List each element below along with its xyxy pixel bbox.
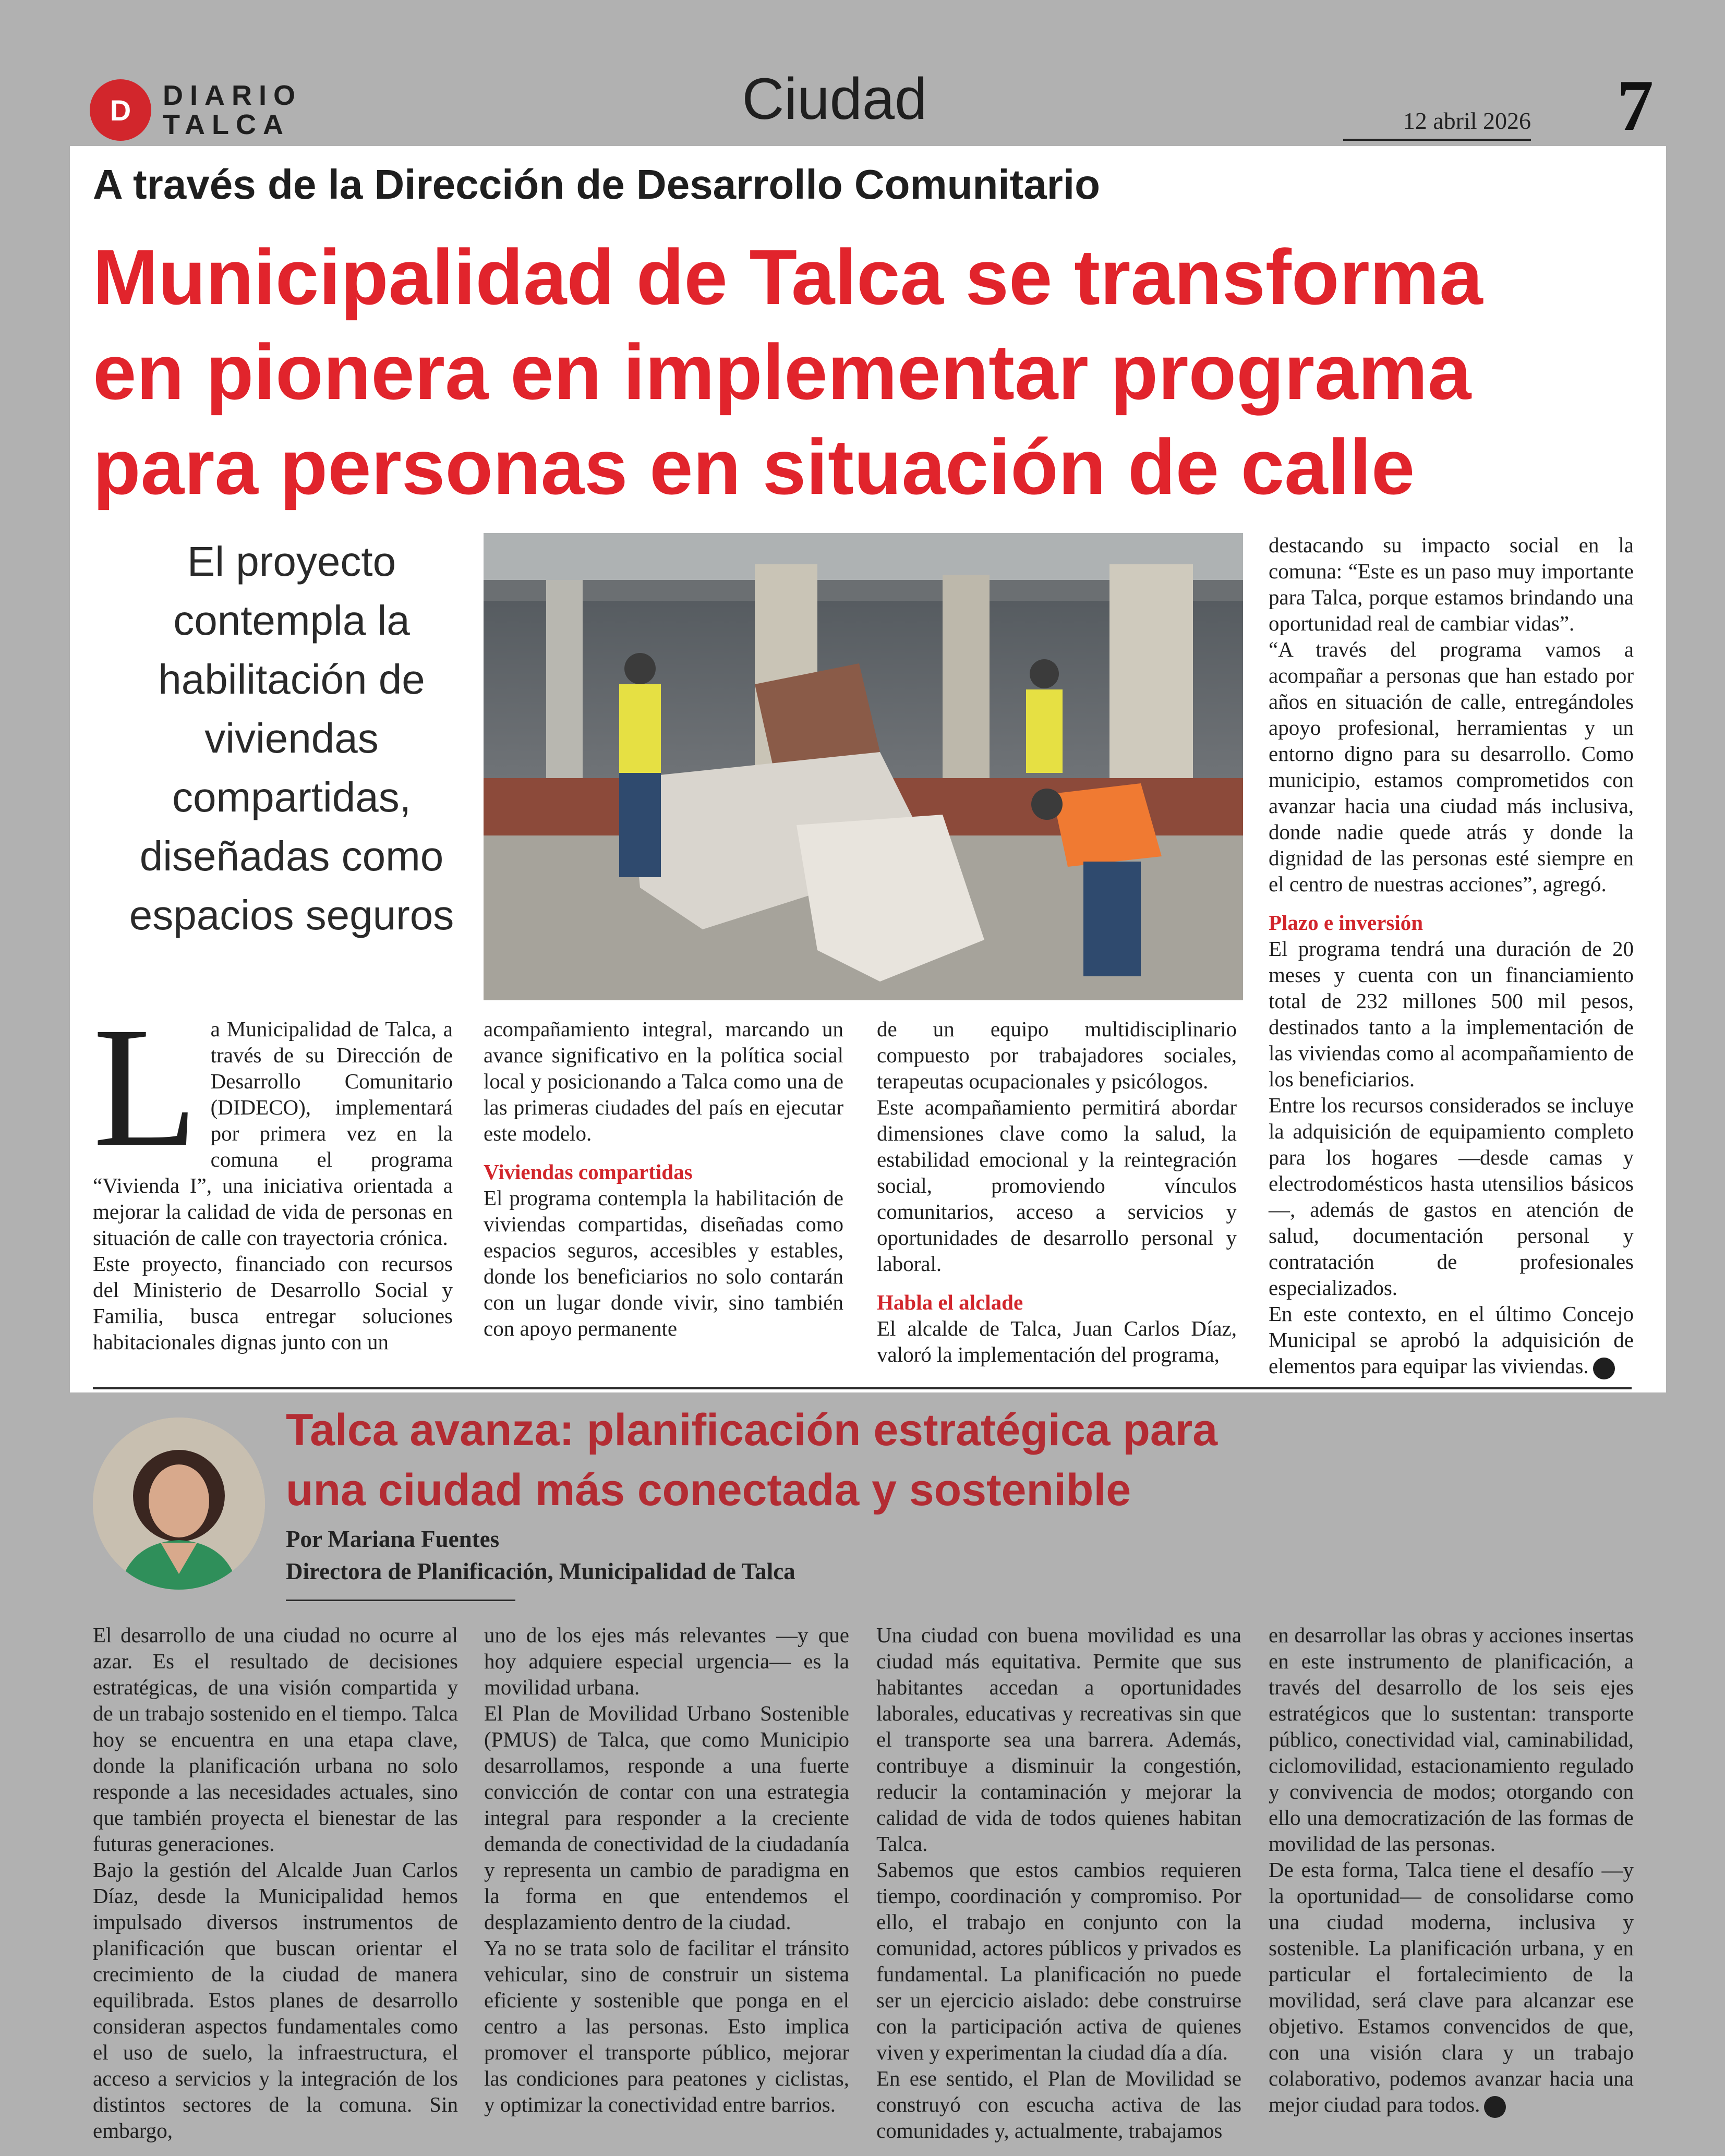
column-paragraph: El programa contempla la habilitación de viviendas compartidas, diseñadas como espacios seguros, accesibles y estables, donde los beneficiarios no solo contarán con un lugar donde vivir, sino también con apoyo permanente [484,1186,843,1340]
paragraph-text: De esta forma, Talca tiene el desafío —y la oportunidad— de consolidarse como una ciudad moderna, inclusiva y sostenible. La planificación urbana, y en particular el fortalecimiento de la movilidad, será clave para alcanzar ese objetivo. Estamos convencidos de que, con una visión clara y un trabajo colaborativo, podemos avanzar hacia una mejor ciudad para todos. [1269,1858,1634,2116]
opinion-title: Talca avanza: planificación estratégica para una ciudad más conectada y sostenible [286,1405,1218,1515]
diario-talca-logo [90,79,302,141]
column-paragraph: en desarrollar las obras y acciones insertas en este instrumento de planificación, a través del desarrollo de los seis ejes estratégicos que lo sustentan: transporte público, conectividad vial, caminabilidad, ciclomovilidad, estacionamiento regulado y convivencia de modos; otorgando con ello una democratización de las formas de movilidad de las personas. [1269,1623,1634,1856]
column-paragraph: Este acompañamiento permitirá abordar dimensiones clave como la salud, la estabilidad emocional y la reintegración social, promoviendo vínculos comunitarios, acceso a servicios y oportunidades de desarrollo personal y laboral. [877,1095,1237,1276]
article-column-4 [1269,532,1634,1379]
opinion-column-3 [876,1622,1241,2143]
column-paragraph: El desarrollo de una ciudad no ocurre al azar. Es el resultado de decisiones estratégicas, de una visión compartida y de un trabajo sostenido en el tiempo. Talca hoy se encuentra en una etapa clave, donde la planificación urbana no solo responde a las necesidades actuales, sino que también proyecta el bienestar de las futuras generaciones. [93,1623,459,1856]
section-divider [93,1387,1632,1389]
byline-rule [286,1600,515,1601]
article-column-3 [877,1016,1237,1367]
column-paragraph: Una ciudad con buena movilidad es una ciudad más equitativa. Permite que sus habitantes accedan a oportunidades laborales, educativas y recreativas sin que el transporte sea una barrera. Además, contribuye a disminuir la congestión, reducir la contaminación y mejorar la calidad de vida de todos quienes habitan Talca. [876,1623,1241,1856]
article-kicker: A través de la Dirección de Desarrollo Comunitario [93,161,1100,208]
column-paragraph: Bajo la gestión del Alcalde Juan Carlos Díaz, desde la Municipalidad hemos impulsado diversos instrumentos de planificación que buscan orientar el crecimiento de la ciudad de manera equilibrada. Estos planes de desarrollo consideran aspectos fundamentales como el uso de suelo, la infraestructura, el acceso a servicios y la integración de los distintos sectores de la comuna. Sin embargo, [93,1858,458,2142]
column-paragraph [93,992,453,1251]
page-number: 7 [1617,65,1654,146]
author-avatar [93,1418,265,1590]
author-role: Directora de Planificación, Municipalidad de Talca [286,1558,795,1584]
subheading-viviendas: Viviendas compartidas [484,1160,693,1184]
column-paragraph: En ese sentido, el Plan de Movilidad se construyó con escucha activa de las comunidades y, actualmente, trabajamos [876,2066,1241,2142]
article-photo [484,533,1243,1000]
logo-line-2: TALCA [163,109,290,140]
end-of-article-icon [1593,1358,1615,1379]
author-portrait [93,1418,265,1590]
opinion-byline [286,1523,795,1588]
subheading-plazo: Plazo e inversión [1269,911,1424,935]
main-article [70,146,1666,1392]
column-paragraph: El Plan de Movilidad Urbano Sostenible (PMUS) de Talca, que como Municipio desarrollamos, responde a una fuerte convicción de contar con una estrategia integral para responder a la creciente demanda de conectividad de la ciudadanía y representa un cambio de paradigma en la forma en que entendemos el desplazamiento dentro de la ciudad. [484,1701,849,1934]
article-headline: Municipalidad de Talca se transforma en pionera en implementar programa para personas en situación de calle [93,233,1483,511]
column-paragraph: El alcalde de Talca, Juan Carlos Díaz, valoró la implementación del programa, [877,1316,1237,1366]
opinion-column-4 [1269,1622,1634,2118]
section-name: Ciudad [742,66,927,131]
end-of-article-icon [1484,2096,1506,2118]
opinion-column-2 [484,1622,849,2117]
column-paragraph: destacando su impacto social en la comuna: “Este es un paso muy importante para Talca, porque estamos brindando una oportunidad real de cambiar vidas”. [1269,533,1634,635]
column-paragraph: uno de los ejes más relevantes —y que hoy adquiere especial urgencia— es la movilidad urbana. [484,1623,849,1699]
logo-wordmark [163,81,302,139]
paragraph-text: a Municipalidad de Talca, a través de su Dirección de Desarrollo Comunitario (DIDECO), implementará por primera vez en la comuna el programa “Vivienda I”, una iniciativa orientada a mejorar la calidad de vida de personas en situación de calle con trayectoria crónica. [93,1017,453,1250]
article-column-1 [93,992,453,1355]
subheading-alcalde: Habla el alclade [877,1290,1023,1314]
column-paragraph: acompañamiento integral, marcando un avance significativo en la política social local y posicionando a Talca como una de las primeras ciudades del país en ejecutar este modelo. [484,1017,843,1145]
author-name: Por Mariana Fuentes [286,1526,500,1552]
column-paragraph: Sabemos que estos cambios requieren tiempo, coordinación y compromiso. Por ello, el trabajo en conjunto con la comunidad, actores públicos y privados es fundamental. La planificación no puede ser un ejercicio aislado: debe construirse con la participación activa de quienes viven y experimentan la ciudad día a día. [876,1858,1241,2064]
article-column-2 [484,1016,843,1341]
issue-date: 12 abril 2026 [1343,107,1531,141]
column-paragraph: “A través del programa vamos a acompañar a personas que han estado por años en situación de calle, entregándoles apoyo profesional, herramientas y un entorno digno para su desarrollo. Como municipio, estamos comprometidos con avanzar hacia una ciudad más inclusiva, donde nadie quede atrás y donde la dignidad de las personas esté siempre en el centro de nuestras acciones”, agregó. [1269,637,1634,896]
column-paragraph: Entre los recursos considerados se incluye la adquisición de equipamiento completo para los hogares —desde camas y electrodomésticos hasta utensilios básicos—, además de gastos en atención de salud, documentación personal y contratación de profesionales especializados. [1269,1093,1634,1300]
column-paragraph: Ya no se trata solo de facilitar el tránsito vehicular, sino de construir un sistema eficiente y sostenible que ponga en el centro a las personas. Esto implica promover el transporte público, mejorar las condiciones para peatones y ciclistas, y optimizar la conectividad entre barrios. [484,1936,849,2116]
column-paragraph [1269,1301,1634,1379]
opinion-column-1 [93,1622,458,2143]
logo-line-1: DIARIO [163,80,302,111]
drop-cap: L [93,992,198,1182]
column-paragraph: El programa tendrá una duración de 20 meses y cuenta con un financiamiento total de 232 millones 500 mil pesos, destinados tanto a la implementación de las viviendas como al acompañamiento de los beneficiarios. [1269,937,1634,1091]
photo-illustration [484,533,1243,1000]
column-paragraph: de un equipo multidisciplinario compuesto por trabajadores sociales, terapeutas ocupacionales y psicólogos. [877,1017,1237,1093]
column-paragraph [1269,1857,1634,2118]
pull-quote: El proyecto contempla la habilitación de viviendas compartidas, diseñadas como espacios seguros [129,538,454,938]
paragraph-text: En este contexto, en el último Concejo Municipal se aprobó la adquisición de elementos para equipar las viviendas. [1269,1302,1634,1378]
column-paragraph: Este proyecto, financiado con recursos del Ministerio de Desarrollo Social y Familia, busca entregar soluciones habitacionales dignas junto con un [93,1252,453,1354]
logo-mark-icon: D [90,79,151,141]
